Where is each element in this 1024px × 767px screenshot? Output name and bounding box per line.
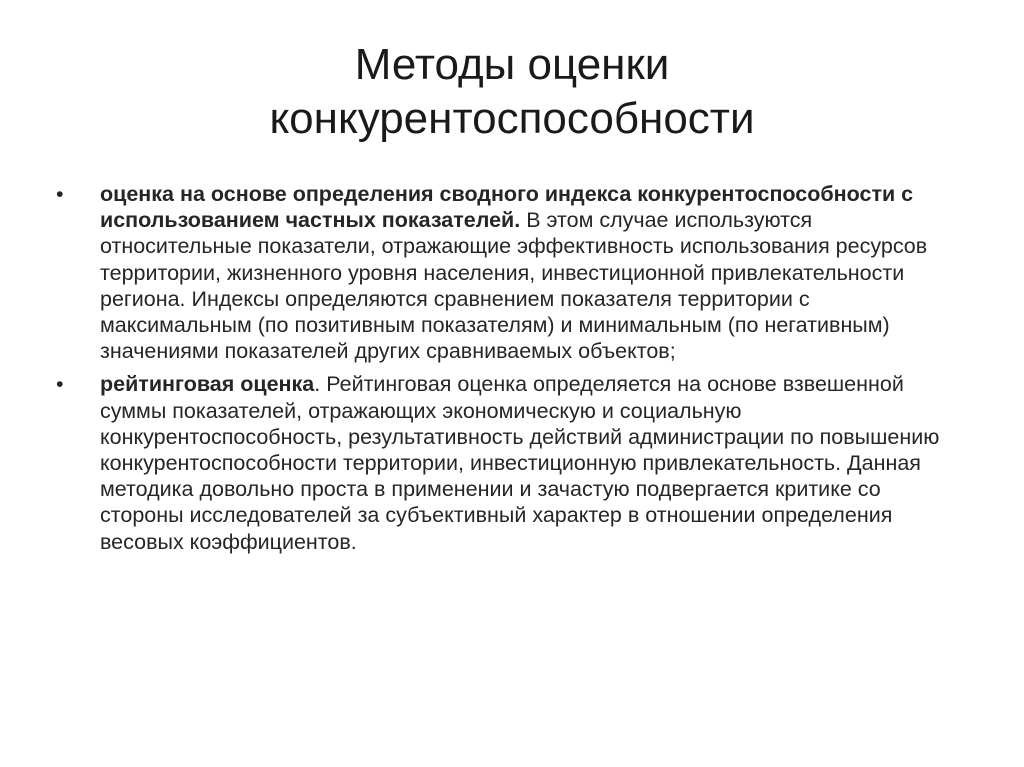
bullet-icon: • — [56, 372, 64, 397]
slide-title-line-1: Методы оценки — [354, 40, 670, 89]
bullet-list — [56, 181, 960, 562]
slide-title-line-2: конкурентоспособности — [269, 94, 755, 143]
bullet-lead: рейтинговая оценка — [100, 372, 315, 397]
bullet-text: В этом случае используются относительные показатели, отражающие эффективность использования ресурсов территории, жизненного уровня населения, инвестиционной привлекательности региона. Индексы определяются сравнением показателя территории с максимальным (по позитивным показателям) и минимальным (по негативным) значениями показателей других сравниваемых объектов; — [100, 208, 928, 364]
bullet-item-summary-index — [56, 181, 960, 364]
slide-title — [100, 38, 924, 146]
bullet-icon: • — [56, 182, 64, 206]
bullet-item-rating — [56, 371, 960, 554]
bullet-lead: оценка на основе определения сводного индекса конкурентоспособности с использованием частных показателей. — [100, 182, 914, 233]
bullet-text: . Рейтинговая оценка определяется на основе взвешенной суммы показателей, отражающих экономическую и социальную конкурентоспособность, результативность действий администрации по повышению конкурентоспособности территории, инвестиционную привлекательность. Данная методика довольно проста в применении и зачастую подвергается критике со стороны исследователей за субъективный характер в отношении определения весовых коэффициентов. — [100, 372, 940, 554]
